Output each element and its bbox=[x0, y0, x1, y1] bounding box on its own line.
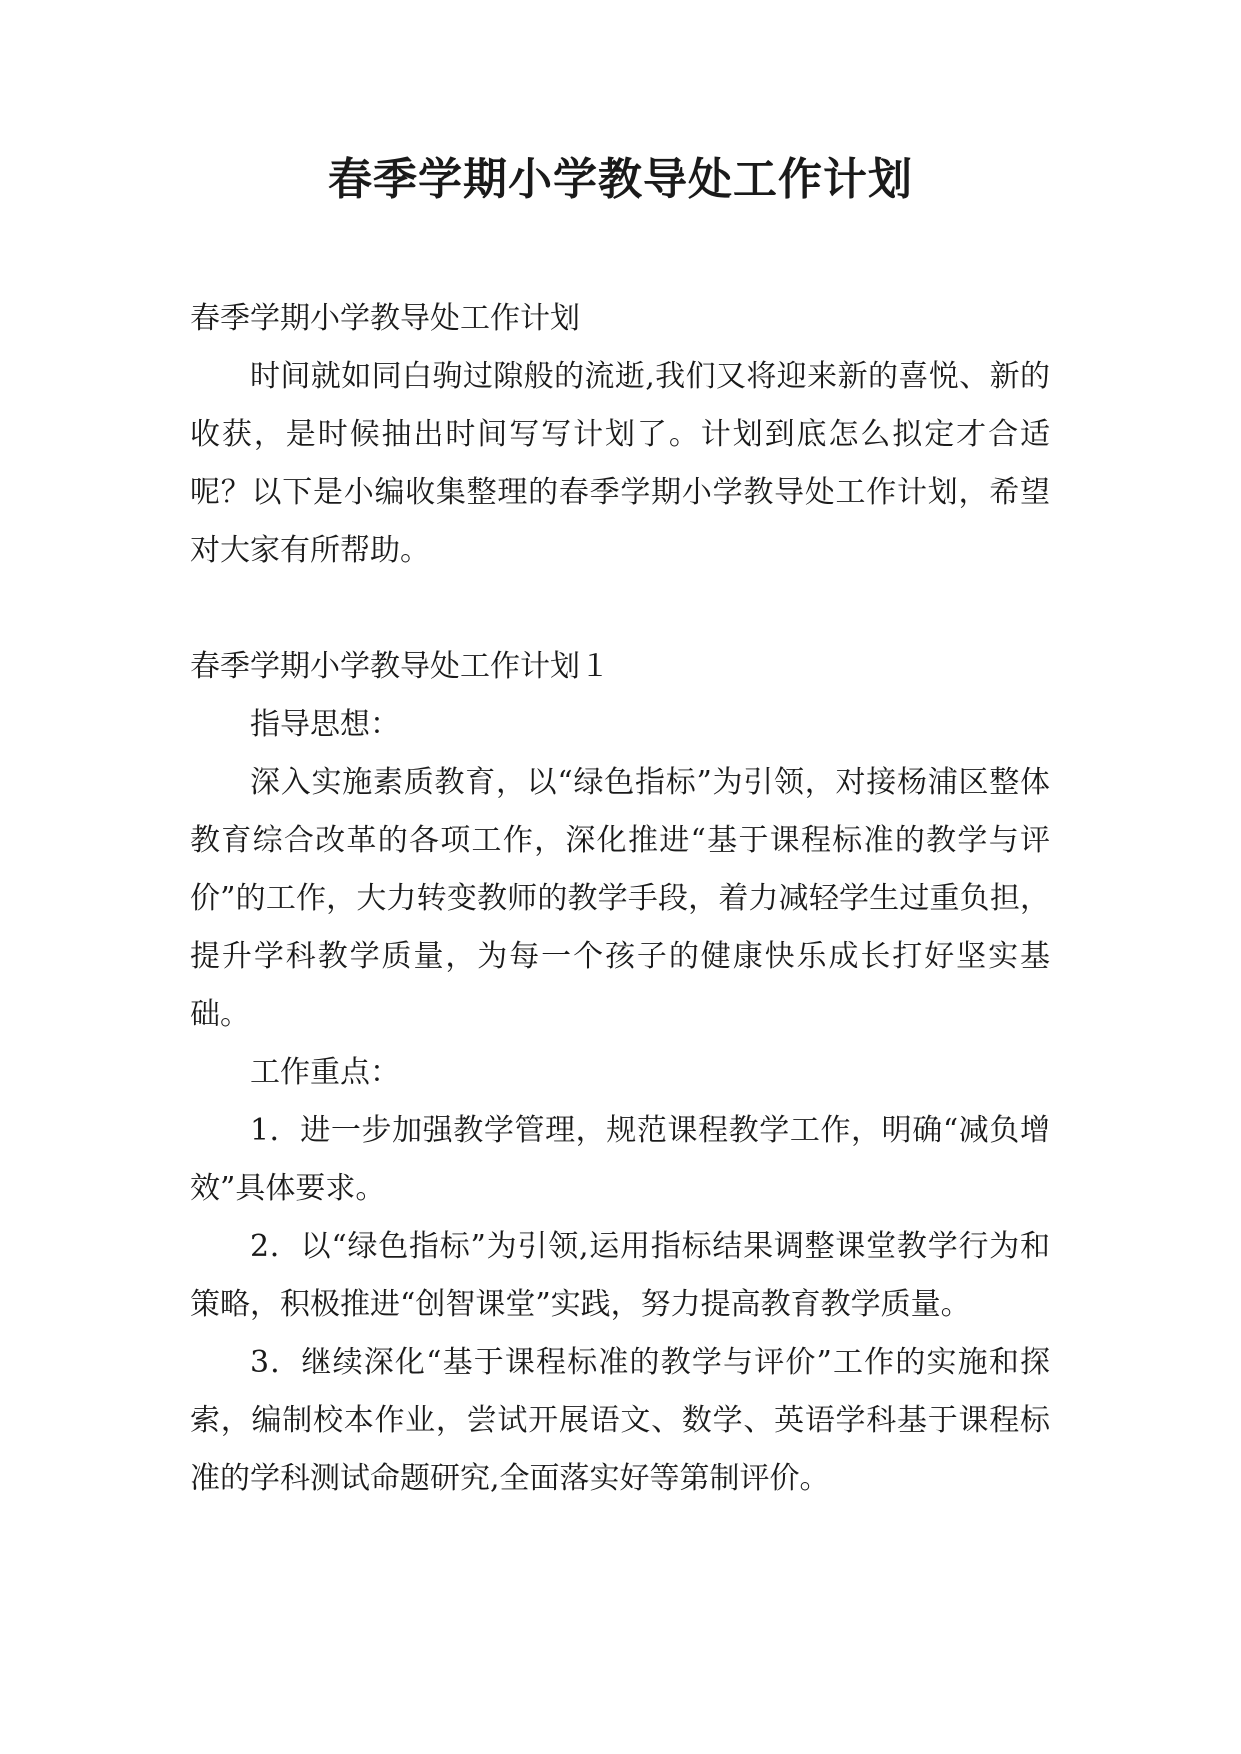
subtitle: 春季学期小学教导处工作计划 bbox=[190, 301, 580, 336]
focus-item-3: 3．继续深化“基于课程标准的教学与评价”工作的实施和探索，编制校本作业，尝试开展语文、数学、英语学科基于课程标准的学科测试命题研究,全面落实好等第制评价。 bbox=[190, 1345, 1050, 1496]
intro-paragraph: 时间就如同白驹过隙般的流逝,我们又将迎来新的喜悦、新的收获，是时候抽出时间写写计划了。计划到底怎么拟定才合适呢？以下是小编收集整理的春季学期小学教导处工作计划，希望对大家有所帮助。 bbox=[190, 359, 1050, 568]
document-body bbox=[190, 290, 1050, 1508]
guiding-paragraph: 深入实施素质教育，以“绿色指标”为引领，对接杨浦区整体教育综合改革的各项工作，深化推进“基于课程标准的教学与评价”的工作，大力转变教师的教学手段，着力减轻学生过重负担，提升学科教学质量，为每一个孩子的健康快乐成长打好坚实基础。 bbox=[190, 765, 1050, 1032]
guiding-label: 指导思想： bbox=[250, 707, 400, 742]
section-heading: 春季学期小学教导处工作计划１ bbox=[190, 649, 610, 684]
paragraph-gap bbox=[190, 580, 1050, 638]
focus-item-1: 1．进一步加强教学管理，规范课程教学工作，明确“减负增效”具体要求。 bbox=[190, 1113, 1050, 1206]
document-title: 春季学期小学教导处工作计划 bbox=[328, 154, 913, 205]
focus-item-2: 2．以“绿色指标”为引领,运用指标结果调整课堂教学行为和策略，积极推进“创智课堂”实践，努力提高教育教学质量。 bbox=[190, 1229, 1050, 1322]
focus-label: 工作重点： bbox=[250, 1055, 400, 1090]
